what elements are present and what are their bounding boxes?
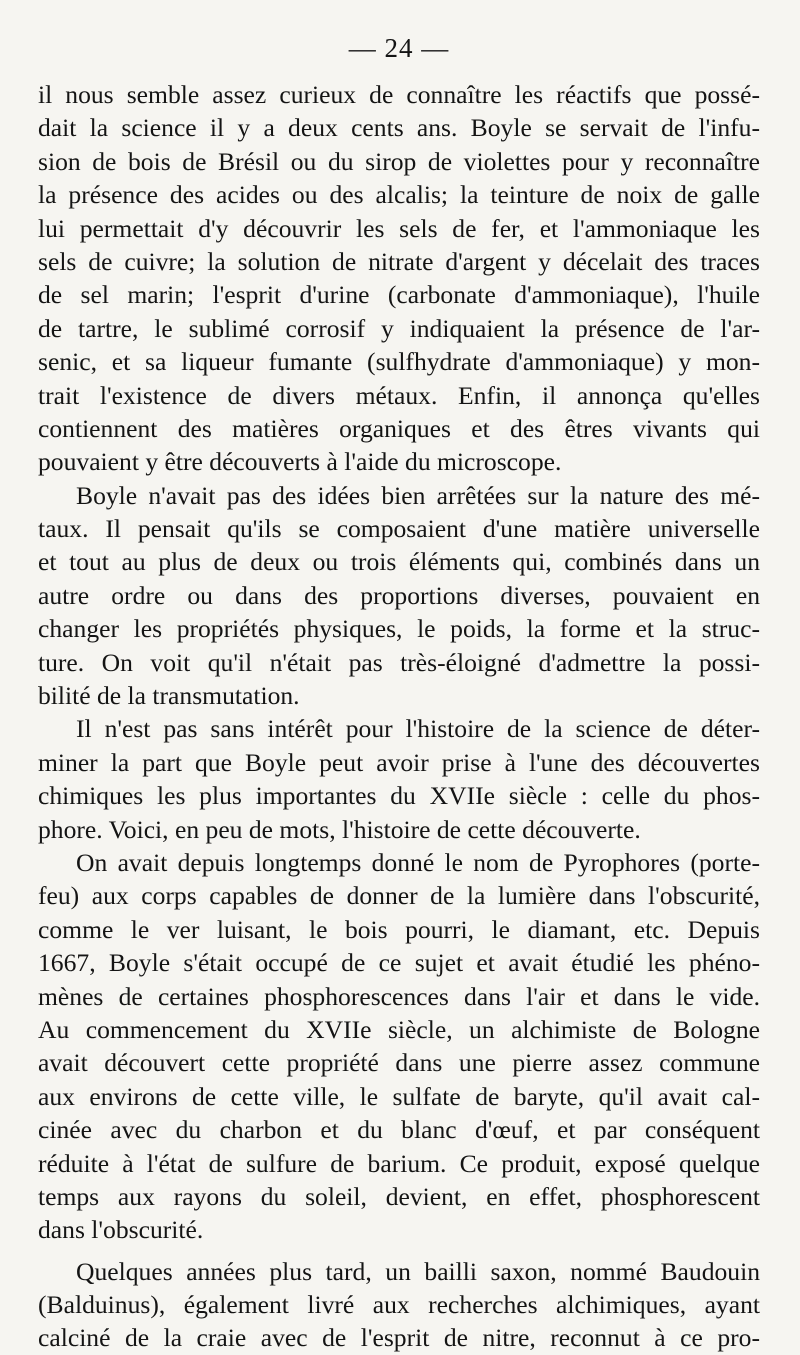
text-line: mènes de certaines phosphorescences dans l'air et dans le vide.: [38, 981, 760, 1011]
text-line: temps aux rayons du soleil, devient, en effet, phosphorescent: [38, 1181, 760, 1211]
paragraph: [38, 78, 760, 479]
text-line: il nous semble assez curieux de connaître les réactifs que possé-: [38, 80, 760, 109]
text-line: bilité de la transmutation.: [38, 681, 300, 711]
text-line: et tout au plus de deux ou trois éléments qui, combinés dans un: [38, 547, 760, 577]
text-line: cinée avec du charbon et du blanc d'œuf, et par conséquent: [38, 1115, 760, 1145]
body-text: [38, 78, 760, 1355]
text-line: taux. Il pensait qu'ils se composaient d'une matière universelle: [38, 514, 760, 544]
page-number: — 24 —: [348, 33, 450, 63]
text-line: calciné de la craie avec de l'esprit de nitre, reconnut à ce pro-: [38, 1323, 760, 1353]
text-line: chimiques les plus importantes du XVIIe siècle : celle du phos-: [38, 781, 760, 811]
text-line: dait la science il y a deux cents ans. Boyle se servait de l'infu-: [38, 113, 760, 143]
text-line: de sel marin; l'esprit d'urine (carbonate d'ammoniaque), l'huile: [38, 280, 760, 310]
text-line: sion de bois de Brésil ou du sirop de violettes pour y reconnaître: [38, 146, 760, 176]
text-line: avait découvert cette propriété dans une pierre assez commune: [38, 1048, 760, 1078]
text-line: 1667, Boyle s'était occupé de ce sujet et avait étudié les phéno-: [38, 948, 760, 978]
paragraph: [38, 846, 760, 1247]
paragraph: [38, 479, 760, 713]
text-line: On avait depuis longtemps donné le nom de Pyrophores (porte-: [76, 847, 760, 877]
text-line: comme le ver luisant, le bois pourri, le diamant, etc. Depuis: [38, 914, 760, 944]
text-line: Au commencement du XVIIe siècle, un alchimiste de Bologne: [38, 1014, 760, 1044]
text-line: de tartre, le sublimé corrosif y indiquaient la présence de l'ar-: [38, 313, 760, 343]
text-line: réduite à l'état de sulfure de barium. Ce produit, exposé quelque: [38, 1148, 760, 1178]
text-line: changer les propriétés physiques, le poids, la forme et la struc-: [38, 614, 760, 644]
text-line: miner la part que Boyle peut avoir prise à l'une des découvertes: [38, 747, 760, 777]
text-line: autre ordre ou dans des proportions diverses, pouvaient en: [38, 580, 760, 610]
text-line: dans l'obscurité.: [38, 1215, 204, 1245]
text-line: Il n'est pas sans intérêt pour l'histoire de la science de déter-: [76, 714, 760, 744]
text-line: pouvaient y être découverts à l'aide du microscope.: [38, 447, 562, 477]
text-line: ture. On voit qu'il n'était pas très-éloigné d'admettre la possi-: [38, 647, 760, 677]
text-line: feu) aux corps capables de donner de la lumière dans l'obscurité,: [38, 881, 760, 911]
text-line: trait l'existence de divers métaux. Enfin, il annonça qu'elles: [38, 380, 760, 410]
text-line: senic, et sa liqueur fumante (sulfhydrate d'ammoniaque) y mon-: [38, 347, 760, 377]
text-line: la présence des acides ou des alcalis; la teinture de noix de galle: [38, 180, 760, 210]
text-line: phore. Voici, en peu de mots, l'histoire de cette découverte.: [38, 814, 641, 844]
paragraph: [38, 712, 760, 846]
text-line: Quelques années plus tard, un bailli saxon, nommé Baudouin: [76, 1256, 760, 1286]
text-line: sels de cuivre; la solution de nitrate d'argent y décelait des traces: [38, 246, 760, 276]
text-line: aux environs de cette ville, le sulfate de baryte, qu'il avait cal-: [38, 1081, 760, 1111]
text-line: Boyle n'avait pas des idées bien arrêtées sur la nature des mé-: [76, 480, 760, 510]
text-line: lui permettait d'y découvrir les sels de fer, et l'ammoniaque les: [38, 213, 760, 243]
text-line: contiennent des matières organiques et des êtres vivants qui: [38, 413, 760, 443]
text-line: (Balduinus), également livré aux recherches alchimiques, ayant: [38, 1290, 760, 1320]
